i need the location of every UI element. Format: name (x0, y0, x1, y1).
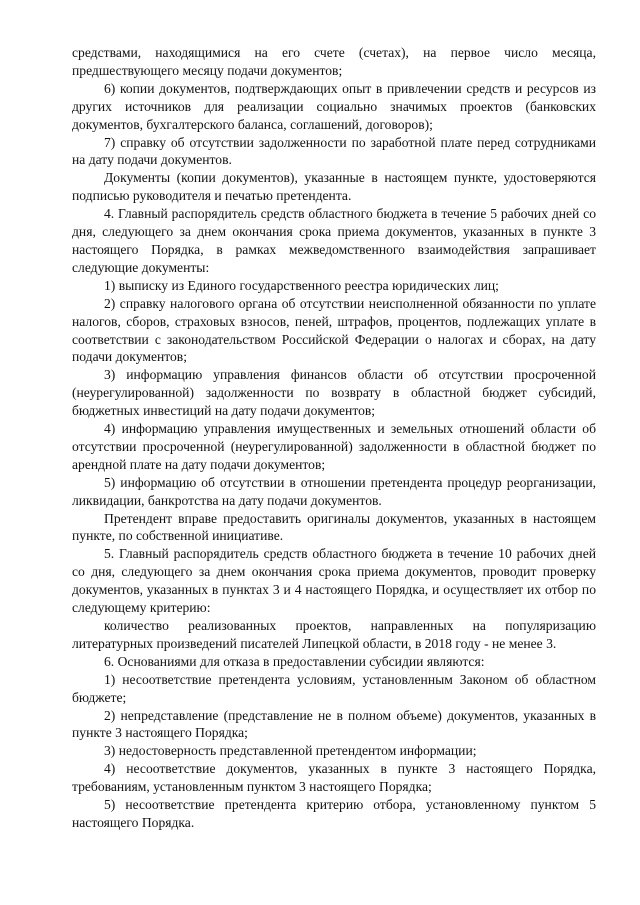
paragraph-continuation: средствами, находящимися на его счете (счетах), на первое число месяца, предшествующего месяцу подачи документов; (72, 45, 596, 78)
paragraph: 4) несоответствие документов, указанных в пункте 3 настоящего Порядка, требованиям, установленным пунктом 3 настоящего Порядка; (72, 761, 596, 795)
document-page (72, 44, 596, 832)
paragraph: 3) недостоверность представленной претендентом информации; (104, 743, 477, 759)
paragraph: 2) справку налогового органа об отсутствии неисполненной обязанности по уплате налогов, сборов, страховых взносов, пеней, штрафов, процентов, подлежащих уплате в соответствии с законодательством Российской Федерации о налогах и сборах, на дату подачи документов; (72, 295, 596, 365)
paragraph: 6. Основаниями для отказа в предоставлении субсидии являются: (104, 653, 485, 669)
paragraph: 2) непредставление (представление не в полном объеме) документов, указанных в пункте 3 настоящего Порядка; (72, 707, 596, 741)
paragraph: 4) информацию управления имущественных и земельных отношений области об отсутствии просроченной (неурегулированной) задолженности в областной бюджет по арендной плате на дату подачи документов; (72, 421, 596, 472)
paragraph: 7) справку об отсутствии задолженности по заработной плате перед сотрудниками на дату подачи документов. (72, 134, 596, 168)
paragraph: 1) выписку из Единого государственного реестра юридических лиц; (104, 277, 499, 293)
paragraph: 5) информацию об отсутствии в отношении претендента процедур реорганизации, ликвидации, банкротства на дату подачи документов. (72, 474, 596, 508)
paragraph: 5. Главный распорядитель средств областного бюджета в течение 10 рабочих дней со дня, следующего за днем окончания срока приема документов, проводит проверку документов, указанных в пунктах 3 и 4 настоящего Порядка, и осуществляет их отбор по следующему критерию: (72, 546, 596, 616)
paragraph: 6) копии документов, подтверждающих опыт в привлечении средств и ресурсов из других источников для реализации социально значимых проектов (банковских документов, бухгалтерского баланса, соглашений, договоров); (72, 80, 596, 132)
paragraph: 3) информацию управления финансов области об отсутствии просроченной (неурегулированной) задолженности по возврату в областной бюджет субсидий, бюджетных инвестиций на дату подачи документов; (72, 367, 596, 419)
paragraph: 5) несоответствие претендента критерию отбора, установленному пунктом 5 настоящего Порядка. (72, 797, 596, 830)
paragraph: 4. Главный распорядитель средств областного бюджета в течение 5 рабочих дней со дня, следующего за днем окончания срока приема документов, указанных в пункте 3 настоящего Порядка, в рамках межведомственного взаимодействия запрашивает следующие документы: (72, 206, 596, 275)
paragraph: Претендент вправе предоставить оригиналы документов, указанных в настоящем пункте, по собственной инициативе. (72, 510, 596, 544)
paragraph: 1) несоответствие претендента условиям, установленным Законом об областном бюджете; (72, 671, 596, 705)
paragraph: Документы (копии документов), указанные в настоящем пункте, удостоверяются подписью руководителя и печатью претендента. (72, 170, 596, 204)
paragraph: количество реализованных проектов, направленных на популяризацию литературных произведений писателей Липецкой области, в 2018 году - не менее 3. (72, 618, 596, 651)
